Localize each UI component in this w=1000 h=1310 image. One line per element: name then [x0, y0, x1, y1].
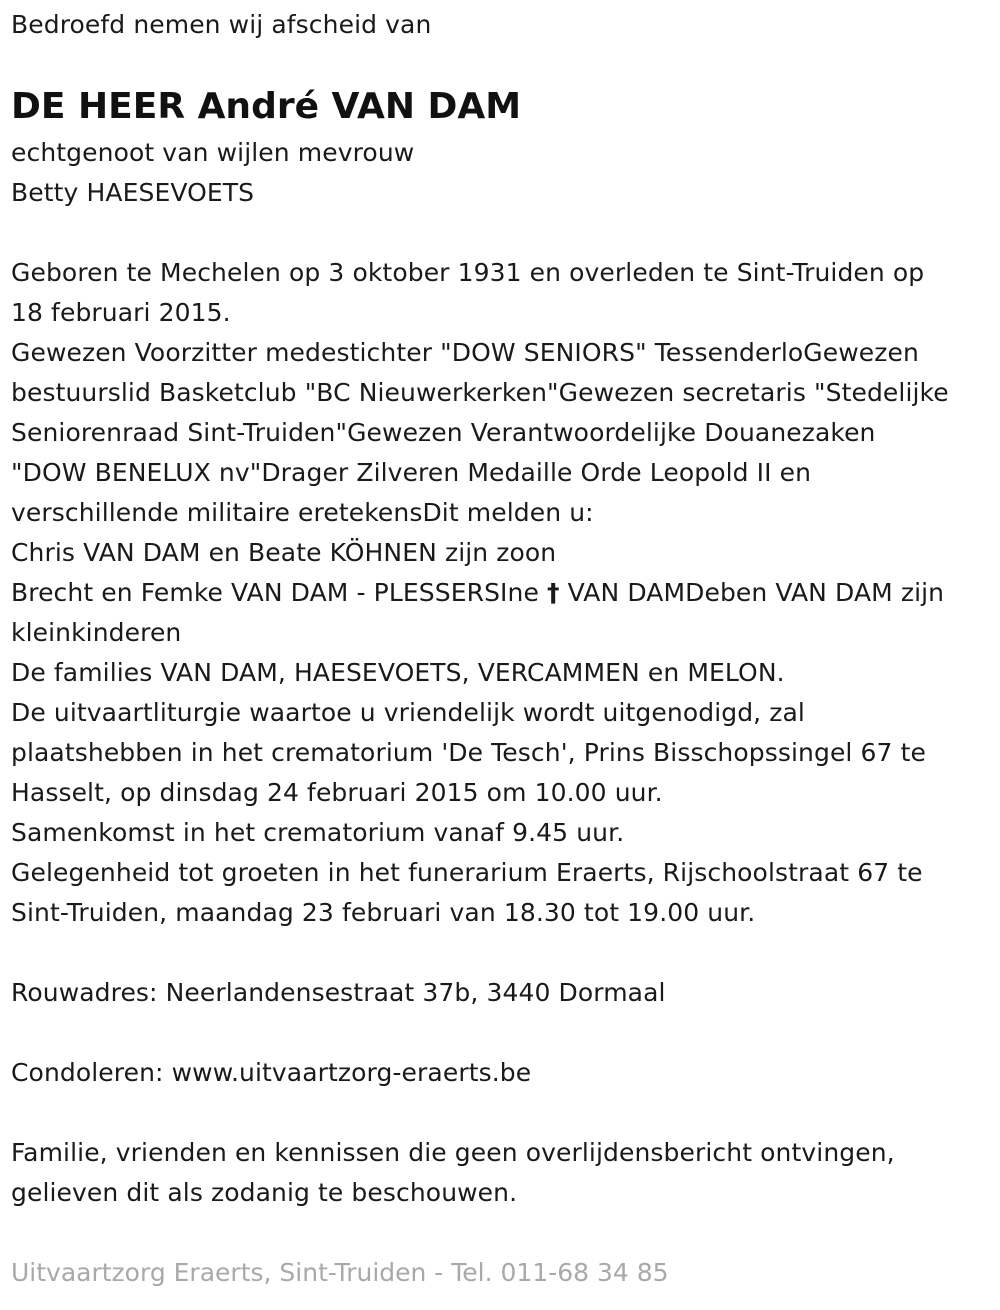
obituary-body	[11, 253, 949, 933]
grandchildren-label: kleinkinderen	[11, 618, 182, 647]
body-line: Gewezen Voorzitter medestichter "DOW SENIORS" TessenderloGewezen	[11, 338, 919, 367]
grandchildren-text-before: Brecht en Femke VAN DAM - PLESSERSIne	[11, 578, 548, 607]
body-line: Samenkomst in het crematorium vanaf 9.45 uur.	[11, 818, 625, 847]
funeral-home-footer: Uitvaartzorg Eraerts, Sint-Truiden - Tel. 011-68 34 85	[11, 1258, 669, 1287]
family-notice	[11, 1133, 895, 1213]
body-line: 18 februari 2015.	[11, 298, 231, 327]
family-notice-line: Familie, vrienden en kennissen die geen overlijdensbericht ontvingen,	[11, 1138, 895, 1167]
body-line: bestuurslid Basketclub "BC Nieuwerkerken"Gewezen secretaris "Stedelijke	[11, 378, 949, 407]
body-line: Seniorenraad Sint-Truiden"Gewezen Verantwoordelijke Douanezaken	[11, 418, 876, 447]
spouse-line: echtgenoot van wijlen mevrouw	[11, 138, 415, 167]
body-line: "DOW BENELUX nv"Drager Zilveren Medaille Orde Leopold II en	[11, 458, 812, 487]
body-line: Chris VAN DAM en Beate KÖHNEN zijn zoon	[11, 538, 557, 567]
body-line: Geboren te Mechelen op 3 oktober 1931 en overleden te Sint-Truiden op	[11, 258, 925, 287]
condolence-link[interactable]: Condoleren: www.uitvaartzorg-eraerts.be	[11, 1058, 532, 1087]
cross-icon: †	[547, 578, 560, 607]
mourning-address: Rouwadres: Neerlandensestraat 37b, 3440 Dormaal	[11, 978, 666, 1007]
grandchildren-text-after: VAN DAMDeben VAN DAM zijn	[559, 578, 945, 607]
spouse-block	[11, 133, 414, 213]
family-notice-line: gelieven dit als zodanig te beschouwen.	[11, 1178, 518, 1207]
body-line: verschillende militaire eretekensDit melden u:	[11, 498, 594, 527]
grandchildren-line	[11, 573, 949, 613]
body-line: Hasselt, op dinsdag 24 februari 2015 om 10.00 uur.	[11, 778, 663, 807]
body-line: De families VAN DAM, HAESEVOETS, VERCAMMEN en MELON.	[11, 658, 785, 687]
body-line: Sint-Truiden, maandag 23 februari van 18.30 tot 19.00 uur.	[11, 898, 756, 927]
body-line: De uitvaartliturgie waartoe u vriendelijk wordt uitgenodigd, zal	[11, 698, 805, 727]
body-line: plaatshebben in het crematorium 'De Tesch', Prins Bisschopssingel 67 te	[11, 738, 926, 767]
body-line: Gelegenheid tot groeten in het funerarium Eraerts, Rijschoolstraat 67 te	[11, 858, 923, 887]
intro-text: Bedroefd nemen wij afscheid van	[11, 10, 432, 39]
deceased-name: DE HEER André VAN DAM	[11, 86, 522, 127]
spouse-name: Betty HAESEVOETS	[11, 178, 255, 207]
